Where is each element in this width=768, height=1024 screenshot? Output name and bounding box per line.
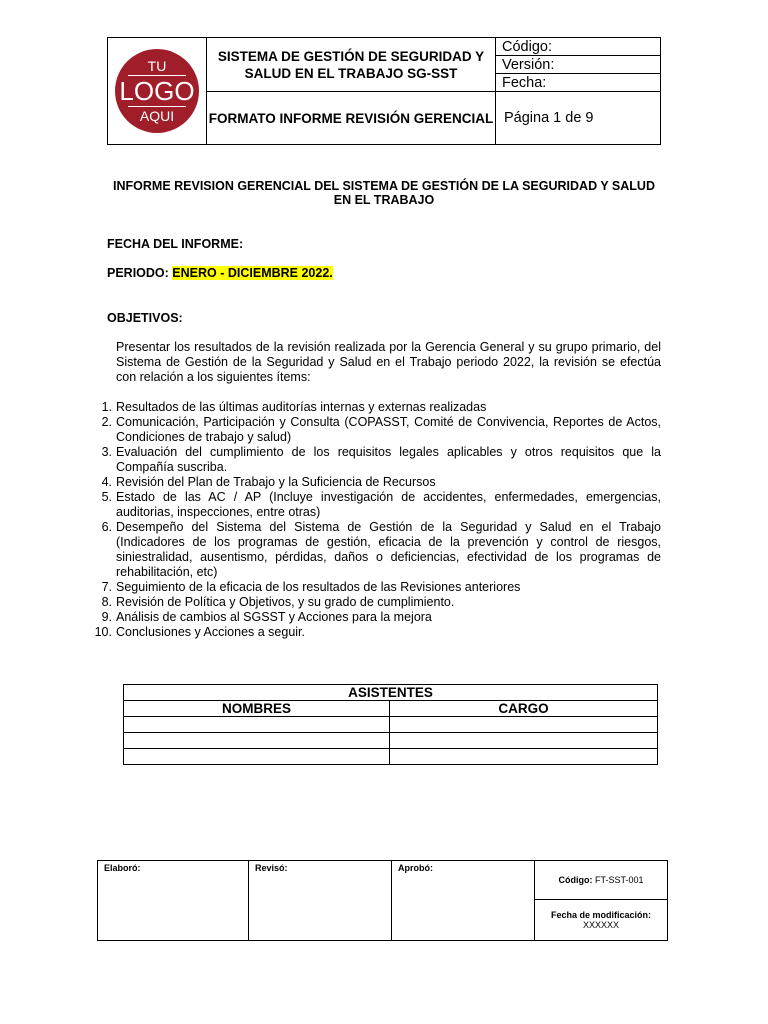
page-number: Página 1 de 9 [496,92,661,145]
nombre-cell[interactable] [124,717,390,733]
list-item-text: Estado de las AC / AP (Incluye investigación de accidentes, enfermedades, emergencias, auditorias, inspecciones, entre otras) [116,490,661,519]
list-item-number: 10. [94,625,112,639]
list-item [94,625,661,640]
attendees-table [123,684,658,765]
attendees-title: ASISTENTES [124,685,658,701]
report-heading: INFORME REVISION GERENCIAL DEL SISTEMA DE GESTIÓN DE LA SEGURIDAD Y SALUD EN EL TRABAJO [113,179,655,207]
list-item [101,445,661,475]
list-item [101,520,661,580]
objetivos-paragraph: Presentar los resultados de la revisión realizada por la Gerencia General y su grupo primario, del Sistema de Gestión de la Seguridad y Salud en el Trabajo periodo 2022, la revisión se efectúa con relación a los siguientes ítems: [116,340,661,384]
format-title: FORMATO INFORME REVISIÓN GERENCIAL [207,92,496,145]
list-item-text: Evaluación del cumplimiento de los requisitos legales aplicables y otros requisitos que la Compañía suscriba. [116,445,661,474]
logo-text-line3: AQUI [139,108,175,124]
nombre-cell[interactable] [124,749,390,765]
list-item-text: Revisión del Plan de Trabajo y la Suficiencia de Recursos [116,475,436,489]
list-item-number: 2. [101,415,112,429]
list-item-text: Análisis de cambios al SGSST y Acciones para la mejora [116,610,432,624]
logo-cell [108,38,207,145]
cargo-cell[interactable] [390,749,658,765]
elaboro-cell: Elaboró: [98,861,249,941]
list-item [101,595,661,610]
approval-footer [97,860,668,941]
nombre-cell[interactable] [124,733,390,749]
fecha-mod-value: XXXXXX [582,920,620,930]
table-row [124,749,658,765]
list-item-text: Comunicación, Participación y Consulta (COPASST, Comité de Convivencia, Reportes de Actos, Condiciones de trabajo y salud) [116,415,661,444]
list-item-text: Revisión de Política y Objetivos, y su grado de cumplimiento. [116,595,455,609]
aprobo-cell: Aprobó: [392,861,535,941]
document-header [107,37,661,145]
list-item-number: 7. [101,580,112,594]
fecha-mod-label: Fecha de modificación: [550,910,652,920]
logo-text-line1: TU [147,58,167,74]
list-item [101,580,661,595]
codigo-label: Código: [496,38,661,56]
table-row [124,717,658,733]
list-item-text: Conclusiones y Acciones a seguir. [116,625,305,639]
fecha-label: Fecha: [496,74,661,92]
reviso-cell: Revisó: [249,861,392,941]
list-item-number: 3. [101,445,112,459]
cargo-cell[interactable] [390,717,658,733]
list-item-number: 4. [101,475,112,489]
periodo-label: PERIODO: [107,266,173,280]
list-item-text: Desempeño del Sistema del Sistema de Gestión de la Seguridad y Salud en el Trabajo (Indicadores de los programas de gestión, eficacia de la prevención y control de riesgos, siniestralidad, ausentismo, pérdidas, daños o deficiencias, efectividad de los programas de rehabilitación, etc) [116,520,661,579]
list-item-number: 9. [101,610,112,624]
review-items-list [94,400,661,640]
fecha-informe-label: FECHA DEL INFORME: [107,237,244,251]
list-item [101,490,661,520]
list-item-number: 5. [101,490,112,504]
list-item [101,475,661,490]
list-item-text: Resultados de las últimas auditorías internas y externas realizadas [116,400,487,414]
list-item [101,400,661,415]
company-logo [115,49,199,133]
system-title: SISTEMA DE GESTIÓN DE SEGURIDAD Y SALUD EN EL TRABAJO SG-SST [207,38,496,92]
list-item [101,610,661,625]
logo-text-line2: LOGO [119,76,195,106]
periodo-line [107,266,333,280]
list-item-number: 1. [101,400,112,414]
list-item-text: Seguimiento de la eficacia de los resultados de las Revisiones anteriores [116,580,521,594]
footer-code-value: FT-SST-001 [592,875,644,885]
objetivos-label: OBJETIVOS: [107,311,183,325]
footer-modification-date [535,900,668,941]
footer-code-label: Código: [558,875,593,885]
footer-code [535,861,668,900]
version-label: Versión: [496,56,661,74]
col-cargo-header: CARGO [390,701,658,717]
table-row [124,733,658,749]
list-item-number: 6. [101,520,112,534]
col-nombres-header: NOMBRES [124,701,390,717]
periodo-value: ENERO - DICIEMBRE 2022. [172,266,333,280]
cargo-cell[interactable] [390,733,658,749]
list-item [101,415,661,445]
list-item-number: 8. [101,595,112,609]
